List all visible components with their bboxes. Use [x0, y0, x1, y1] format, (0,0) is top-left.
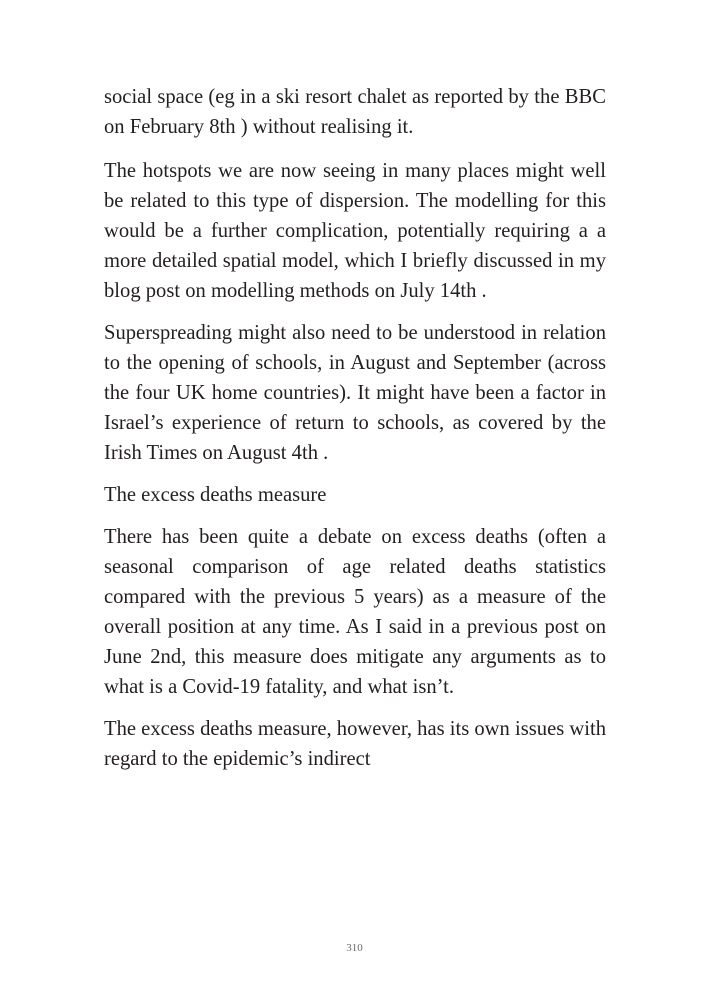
paragraph-superspreading-ski-resort: social space (eg in a ski resort chalet as reported by the BBC on February 8th ) without realising it. [104, 86, 606, 138]
paragraph-excess-deaths-debate: There has been quite a debate on excess deaths (often a seasonal comparison of age related deaths statistics compared with the previous 5 years) as a measure of the overall position at any time. As I said in a previous post on June 2nd, this measure does mitigate any arguments as to what is a Covid-19 fatality, and what isn’t. [104, 526, 606, 698]
page-body [104, 82, 606, 786]
paragraph-hotspots-dispersion: The hotspots we are now seeing in many places might well be related to this type of dispersion. The modelling for this would be a further complication, potentially requiring a a more detailed spatial model, which I briefly discussed in my blog post on modelling methods on July 14th . [104, 160, 606, 302]
paragraph-excess-deaths-issues: The excess deaths measure, however, has its own issues with regard to the epidemic’s indirect [104, 718, 606, 770]
paragraph-schools-opening: Superspreading might also need to be understood in relation to the opening of schools, in August and September (across the four UK home countries). It might have been a factor in Israel’s experience of return to schools, as covered by the Irish Times on August 4th . [104, 322, 606, 464]
page-number: 310 [346, 942, 363, 954]
section-heading-excess-deaths: The excess deaths measure [104, 484, 327, 506]
